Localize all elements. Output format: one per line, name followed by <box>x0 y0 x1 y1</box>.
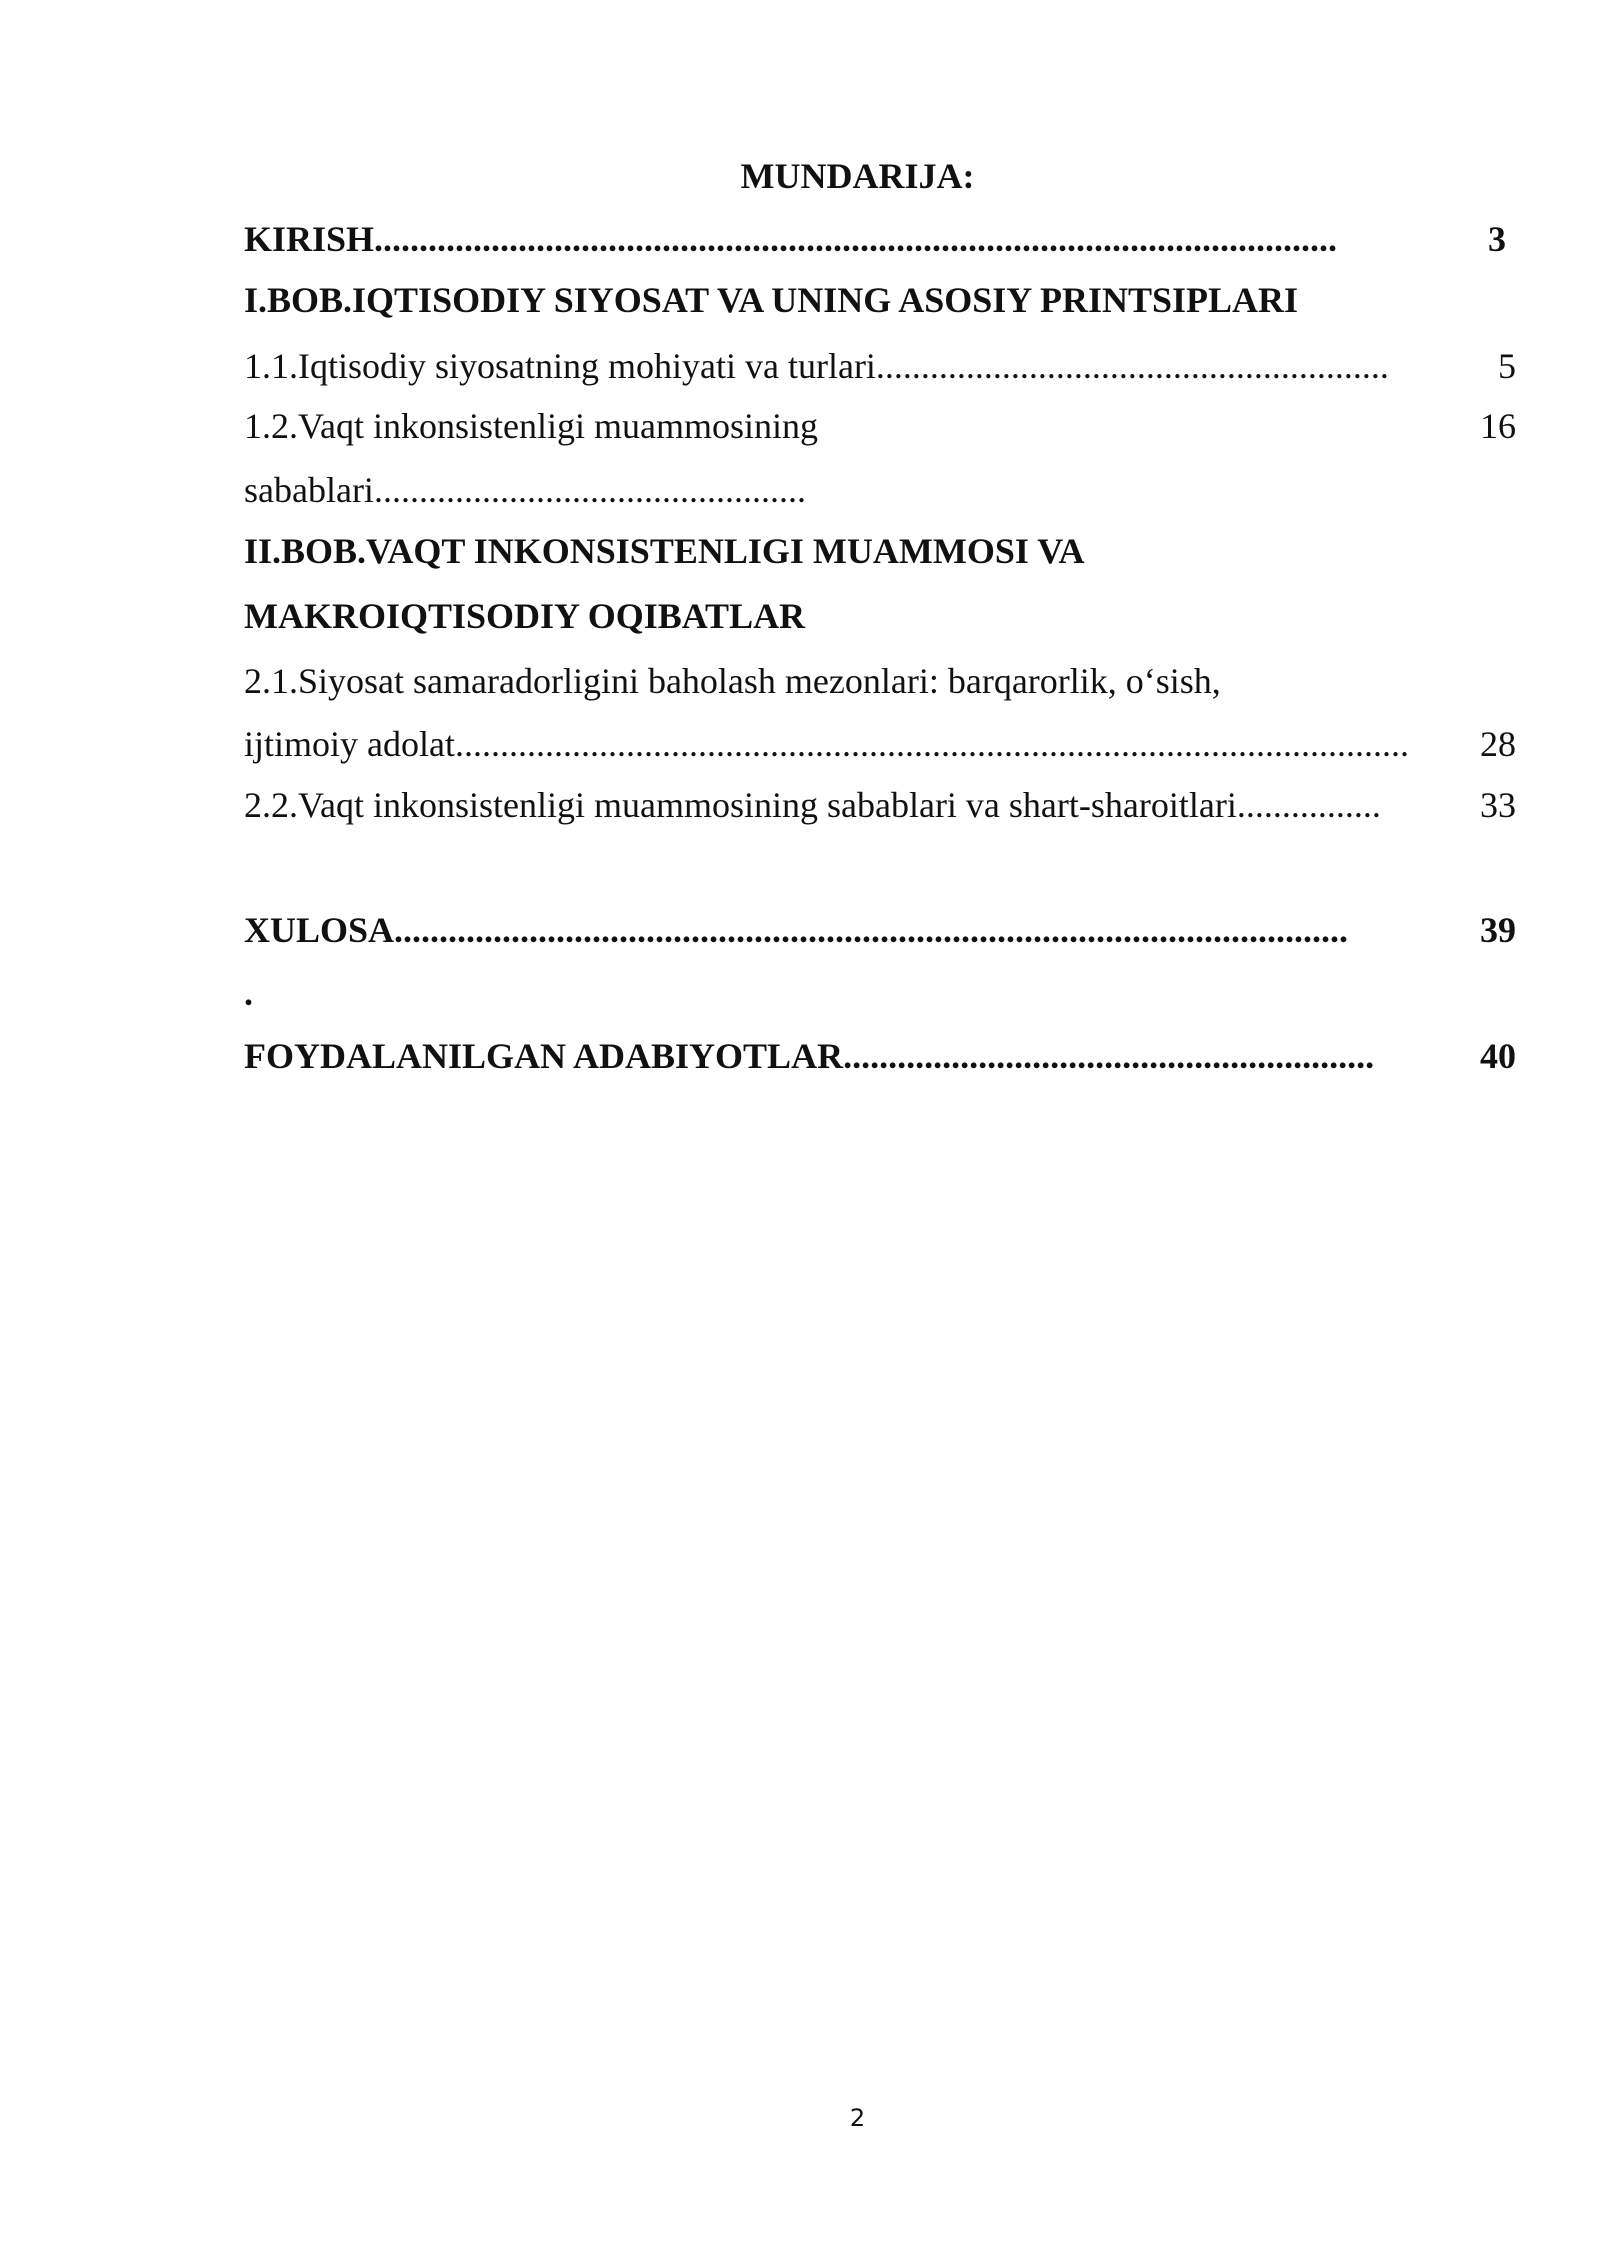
toc-page-2-1: 28 <box>1480 724 1516 764</box>
toc-entry-kirish: KIRISH........................................................................................................... <box>244 219 1338 259</box>
toc-entry-1-1: 1.1.Iqtisodiy siyosatning mohiyati va turlari......................................................... <box>244 346 1389 386</box>
toc-page-adabiyotlar: 40 <box>1480 1036 1516 1076</box>
toc-stray-dot: . <box>244 973 253 1013</box>
toc-page-kirish: 3 <box>1488 219 1506 259</box>
toc-entry-adabiyotlar: FOYDALANILGAN ADABIYOTLAR........................................................... <box>244 1036 1375 1076</box>
toc-chapter-2-line1: II.BOB.VAQT INKONSISTENLIGI MUAMMOSI VA <box>244 531 1085 571</box>
toc-entry-1-2-line2: sabablari................................................ <box>244 470 806 510</box>
toc-entry-xulosa: XULOSA.......................................................................................................... <box>244 910 1349 950</box>
toc-chapter-2-line2: MAKROIQTISODIY OQIBATLAR <box>244 596 806 636</box>
page-number: 2 <box>849 2104 866 2132</box>
toc-entry-2-2: 2.2.Vaqt inkonsistenligi muammosining sabablari va shart-sharoitlari................ <box>244 785 1381 825</box>
toc-entry-2-1-line1: 2.1.Siyosat samaradorligini baholash mezonlari: barqarorlik, o‘sish, <box>244 661 1221 701</box>
toc-chapter-1: I.BOB.IQTISODIY SIYOSAT VA UNING ASOSIY PRINTSIPLARI <box>244 280 1299 320</box>
toc-page-2-2: 33 <box>1480 785 1516 825</box>
toc-entry-1-2-line1: 1.2.Vaqt inkonsistenligi muammosining <box>244 406 818 446</box>
toc-entry-2-1-line2: ijtimoiy adolat.......................................................................................................... <box>244 724 1409 764</box>
toc-page-xulosa: 39 <box>1480 910 1516 950</box>
toc-page-1-1: 5 <box>1498 346 1516 386</box>
toc-title: MUNDARIJA: <box>740 156 975 196</box>
toc-page-1-2: 16 <box>1480 406 1516 446</box>
